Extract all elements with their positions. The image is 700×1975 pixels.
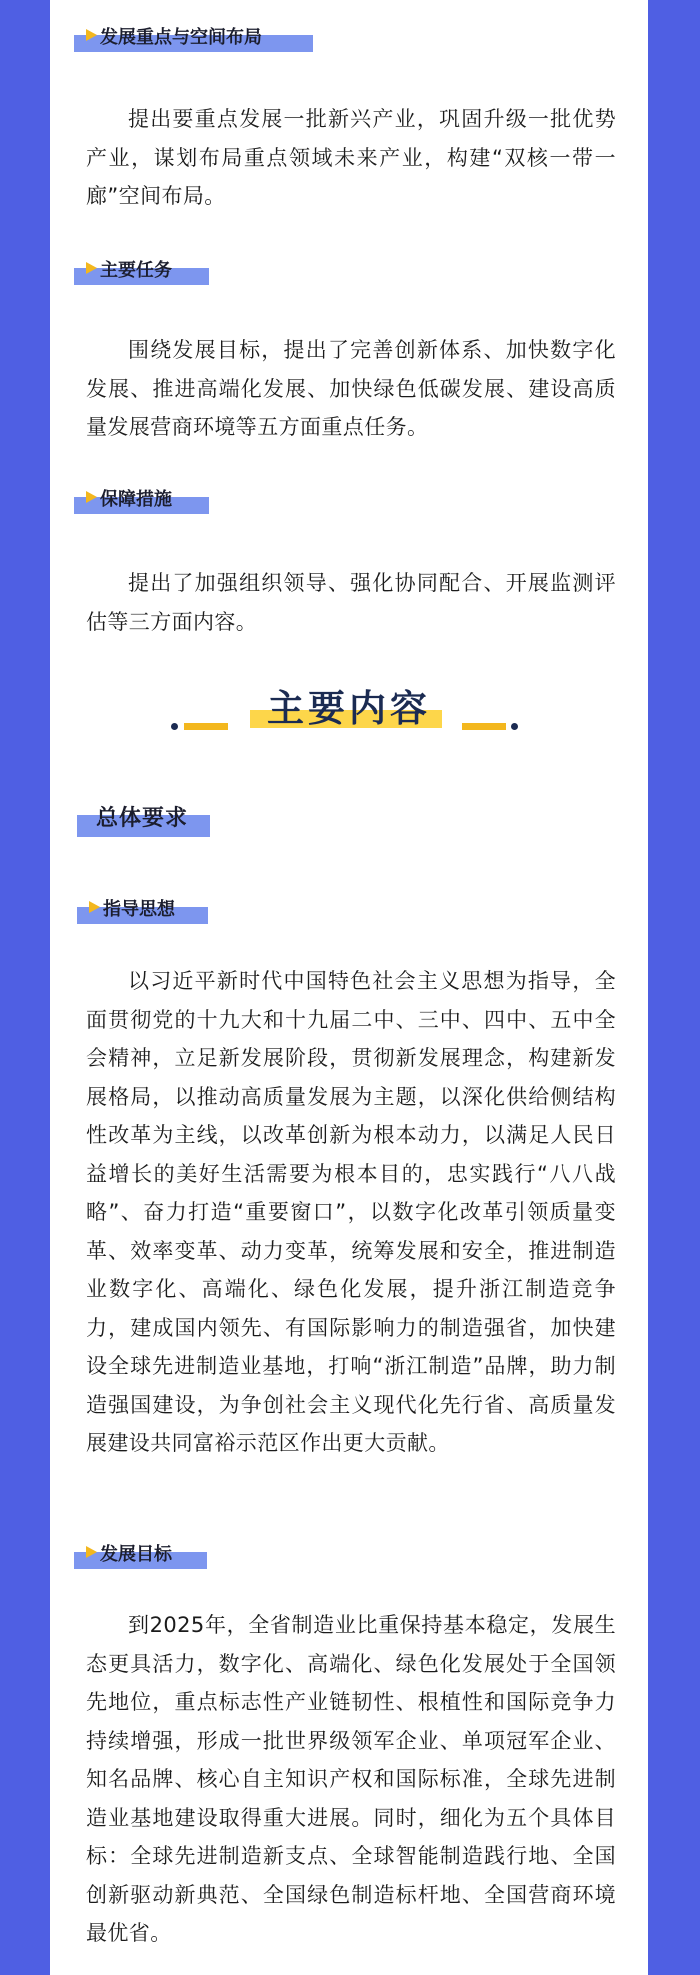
triangle-bullet-icon bbox=[86, 262, 97, 274]
section-title-tasks: 主要任务 bbox=[100, 260, 172, 281]
section-body-layout: 提出要重点发展一批新兴产业，巩固升级一批优势产业，谋划布局重点领域未来产业，构建“双核一带一廊”空间布局。 bbox=[86, 107, 616, 208]
major-title-overall: 总体要求 bbox=[96, 806, 189, 831]
section-title-guiding: 指导思想 bbox=[103, 899, 175, 920]
section-body-tasks: 围绕发展目标，提出了完善创新体系、加快数字化发展、推进高端化发展、加快绿色低碳发展、建设高质量发展营商环境等五方面重点任务。 bbox=[86, 338, 616, 439]
main-heading-text: 主要内容 bbox=[267, 687, 431, 730]
section-body-goals: 到2025年，全省制造业比重保持基本稳定，发展生态更具活力，数字化、高端化、绿色化发展处于全国领先地位，重点标志性产业链韧性、根植性和国际竞争力持续增强，形成一批世界级领军企业、单项冠军企业、知名品牌、核心自主知识产权和国际标准，全球先进制造业基地建设取得重大进展。同时，细化为五个具体目标：全球先进制造新支点、全球智能制造践行地、全国创新驱动新典范、全国绿色制造标杆地、全国营商环境最优省。 bbox=[86, 1613, 616, 1945]
main-heading bbox=[50, 672, 648, 752]
section-title-layout: 发展重点与空间布局 bbox=[100, 27, 262, 48]
triangle-bullet-icon bbox=[86, 29, 97, 41]
triangle-bullet-icon bbox=[89, 901, 100, 913]
section-body-guiding: 以习近平新时代中国特色社会主义思想为指导，全面贯彻党的十九大和十九届二中、三中、四中、五中全会精神，立足新发展阶段，贯彻新发展理念，构建新发展格局，以推动高质量发展为主题，以深化供给侧结构性改革为主线，以改革创新为根本动力，以满足人民日益增长的美好生活需要为根本目的，忠实践行“八八战略”、奋力打造“重要窗口”，以数字化改革引领质量变革、效率变革、动力变革，统筹发展和安全，推进制造业数字化、高端化、绿色化发展，提升浙江制造竞争力，建成国内领先、有国际影响力的制造强省，加快建设全球先进制造业基地，打响“浙江制造”品牌，助力制造强国建设，为争创社会主义现代化先行省、高质量发展建设共同富裕示范区作出更大贡献。 bbox=[86, 969, 616, 1455]
section-body-measures: 提出了加强组织领导、强化协同配合、开展监测评估等三方面内容。 bbox=[86, 571, 616, 634]
triangle-bullet-icon bbox=[86, 491, 97, 503]
section-title-goals: 发展目标 bbox=[100, 1544, 172, 1565]
triangle-bullet-icon bbox=[86, 1546, 97, 1558]
section-title-measures: 保障措施 bbox=[100, 489, 172, 510]
article-page bbox=[50, 0, 648, 1975]
